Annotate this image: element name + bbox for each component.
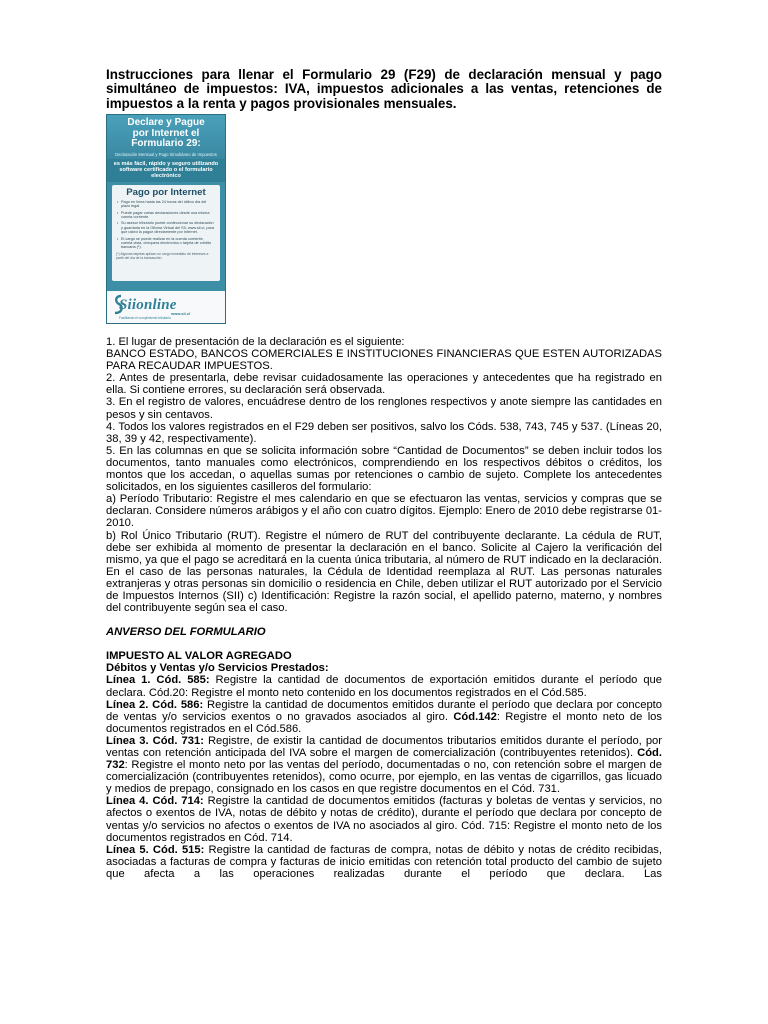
banner-bullet: • Su asesor tributario puede confeccionar su declaración y guardarla en la Oficina Virtual del SII, www.sii.cl, para que usted la pague directamente por Internet. — [121, 221, 216, 234]
banner-bullet: • El cargo se puede realizar en la cuenta corriente, cuenta vista, chequera electrónica o tarjeta de crédito bancaria (*). — [121, 237, 216, 250]
line-2-text: Registre la cantidad de documentos emitidos durante el período que declara por concepto de ventas y/o servicios exentos o no gravados asociados al giro. — [106, 698, 662, 723]
paragraph-5: 5. En las columnas en que se solicita información sobre “Cantidad de Documentos” se deben incluir todos los documentos, tanto manuales como electrónicos, comprendiendo en los respectivos débitos o créditos, los montos que los accedan, o aquellas sumas por retenciones o cambio de sujeto. Complete los antecedentes solicitados, en los siguientes casilleros del formulario: — [106, 444, 662, 494]
line-3-instruction — [106, 735, 662, 795]
paragraph-1b: BANCO ESTADO, BANCOS COMERCIALES E INSTITUCIONES FINANCIERAS QUE ESTEN AUTORIZADAS PARA RECAUDAR IMPUESTOS. — [106, 348, 662, 373]
paragraph-b: b) Rol Único Tributario (RUT). Registre el número de RUT del contribuyente declarante. La cédula de RUT, debe ser exhibida al momento de presentar la declaración en el banco. Solicite al Cajero la verificación del mismo, ya que el pago se acreditará en la cuenta única tributaria, al número de RUT indicado en la declaración. En el caso de las personas naturales, la Cédula de Identidad reemplaza al RUT. Las personas naturales extranjeras y otras personas sin domicilio o residencia en Chile, deben utilizar el RUT autorizado por el Servicio de Impuestos Internos (SII) c) Identificación: Registre la razón social, el apellido paterno, materno, y nombres del contribuyente según sea el caso. — [106, 529, 662, 615]
line-1-instruction — [106, 674, 662, 698]
logo-tagline: Facilitando el cumplimiento tributario — [119, 316, 171, 320]
paragraph-3: 3. En el registro de valores, encuádrese dentro de los renglones respectivos y anote siempre las cantidades en pesos y sin centavos. — [106, 396, 662, 421]
banner-subheading: Declaración Mensual y Pago Simultáneo de Impuestos — [115, 151, 217, 157]
section-iva-heading: IMPUESTO AL VALOR AGREGADO — [106, 650, 292, 663]
spacer — [106, 638, 662, 650]
logo-wordmark: Siionline — [119, 297, 177, 313]
banner-header — [107, 115, 225, 159]
line-2-code: Cód.142 — [453, 710, 497, 723]
line-5-instruction — [106, 844, 662, 880]
section-anverso-heading: ANVERSO DEL FORMULARIO — [106, 626, 266, 639]
sii-banner-image — [106, 114, 226, 324]
banner-bullet: • Pago en línea hasta las 24 horas del último día del plazo legal. — [121, 200, 216, 209]
document-title: Instrucciones para llenar el Formulario 29 (F29) de declaración mensual y pago simultáneo de impuestos: IVA, impuestos adicionales a las ventas, retenciones de impuestos a la renta y pagos provisionales mensuales. — [106, 67, 662, 111]
line-5-label: Línea 5. Cód. 515: — [106, 843, 205, 856]
line-2-text-b: : Registre el monto neto de los documentos registrados en el Cód.586. — [106, 710, 662, 735]
line-4-label: Línea 4. Cód. 714: — [106, 795, 204, 808]
banner-card — [112, 185, 220, 281]
line-3-code: Cód. 732 — [106, 747, 662, 772]
banner-card-title: Pago por Internet — [126, 186, 206, 198]
document-body — [106, 336, 662, 880]
line-2-instruction — [106, 699, 662, 735]
paragraph-2: 2. Antes de presentarla, debe revisar cuidadosamente las operaciones y antecedentes que ha registrado en ella. Si contiene errores, su declaración será observada. — [106, 372, 662, 397]
banner-tagline-line1: es más fácil, rápido y seguro utilizando — [113, 160, 219, 167]
sii-online-logo — [107, 291, 225, 323]
line-5-text: Registre la cantidad de facturas de compra, notas de débito y notas de crédito recibidas, asociadas a facturas de compra y facturas de inicio emitidas con retención total producto del cambio de sujeto que afecta a las operaciones realizadas durante el período que declara. Las — [106, 843, 662, 880]
spacer — [106, 614, 662, 626]
line-3-text-b: : Registre el monto neto por las ventas del período, documentadas o no, con retención sobre el margen de comercialización (contribuyentes retenidos), como ocurre, por ejemplo, en las ventas de cigarrillos, gas licuado y medios de prepago, consignado en los casos en que registre documentos en el Cód. 731. — [106, 759, 662, 796]
line-1-label: Línea 1. Cód. 585: — [106, 674, 210, 687]
logo-url: www.sii.cl — [171, 311, 191, 316]
line-4-text: Registre la cantidad de documentos emitidos (facturas y boletas de ventas y servicios, no afectos o exentos de IVA, notas de débito y notas de crédito), durante el período que declara por concepto de ventas y/o servicios no afectos o exentos de IVA no asociados al giro. Cód. 715: Registre el monto neto de los documentos registrados en Cód. 714. — [106, 795, 663, 844]
banner-heading-line2: por Internet el Formulario 29: — [131, 127, 201, 149]
banner-bullet-list — [116, 200, 216, 250]
line-3-label: Línea 3. Cód. 731: — [106, 734, 204, 747]
banner-bullet: • Puede pagar varias declaraciones desde una misma cuenta corriente. — [121, 211, 216, 220]
line-4-instruction — [106, 795, 662, 843]
banner-tagline — [107, 159, 225, 182]
banner-footnote: (*) Algunas tarjetas aplican un cargo inmediato de intereses a partir del día de la transacción. — [116, 251, 209, 260]
paragraph-1: 1. El lugar de presentación de la declaración es el siguiente: — [106, 336, 405, 348]
line-1-text: Registre la cantidad de documentos de exportación emitidos durante el período que declara. Cód.20: Registre el monto neto contenido en los documentos registrados en el Cód.585. — [106, 674, 662, 699]
line-2-label: Línea 2. Cód. 586: — [106, 698, 204, 711]
paragraph-a: a) Período Tributario: Registre el mes calendario en que se efectuaron las ventas, servicios y compras que se declaran. Considere números arábigos y el año con cuatro dígitos. Ejemplo: Enero de 2010 debe registrarse 01-2010. — [106, 493, 662, 530]
section-debitos-heading: Débitos y Ventas y/o Servicios Prestados: — [106, 662, 329, 675]
banner-heading-line1: Declare y Pague — [127, 117, 205, 128]
paragraph-4: 4. Todos los valores registrados en el F29 deben ser positivos, salvo los Códs. 538, 743, 745 y 537. (Líneas 20, 38, 39 y 42, respectivamente). — [106, 420, 662, 445]
banner-tagline-line2: software certificado o el formulario electrónico — [119, 166, 213, 180]
line-3-text: Registre, de existir la cantidad de documentos tributarios emitidos durante el período, por ventas con retención anticipada del IVA sobre el margen de comercialización (contribuyentes retenidos). — [106, 734, 662, 759]
